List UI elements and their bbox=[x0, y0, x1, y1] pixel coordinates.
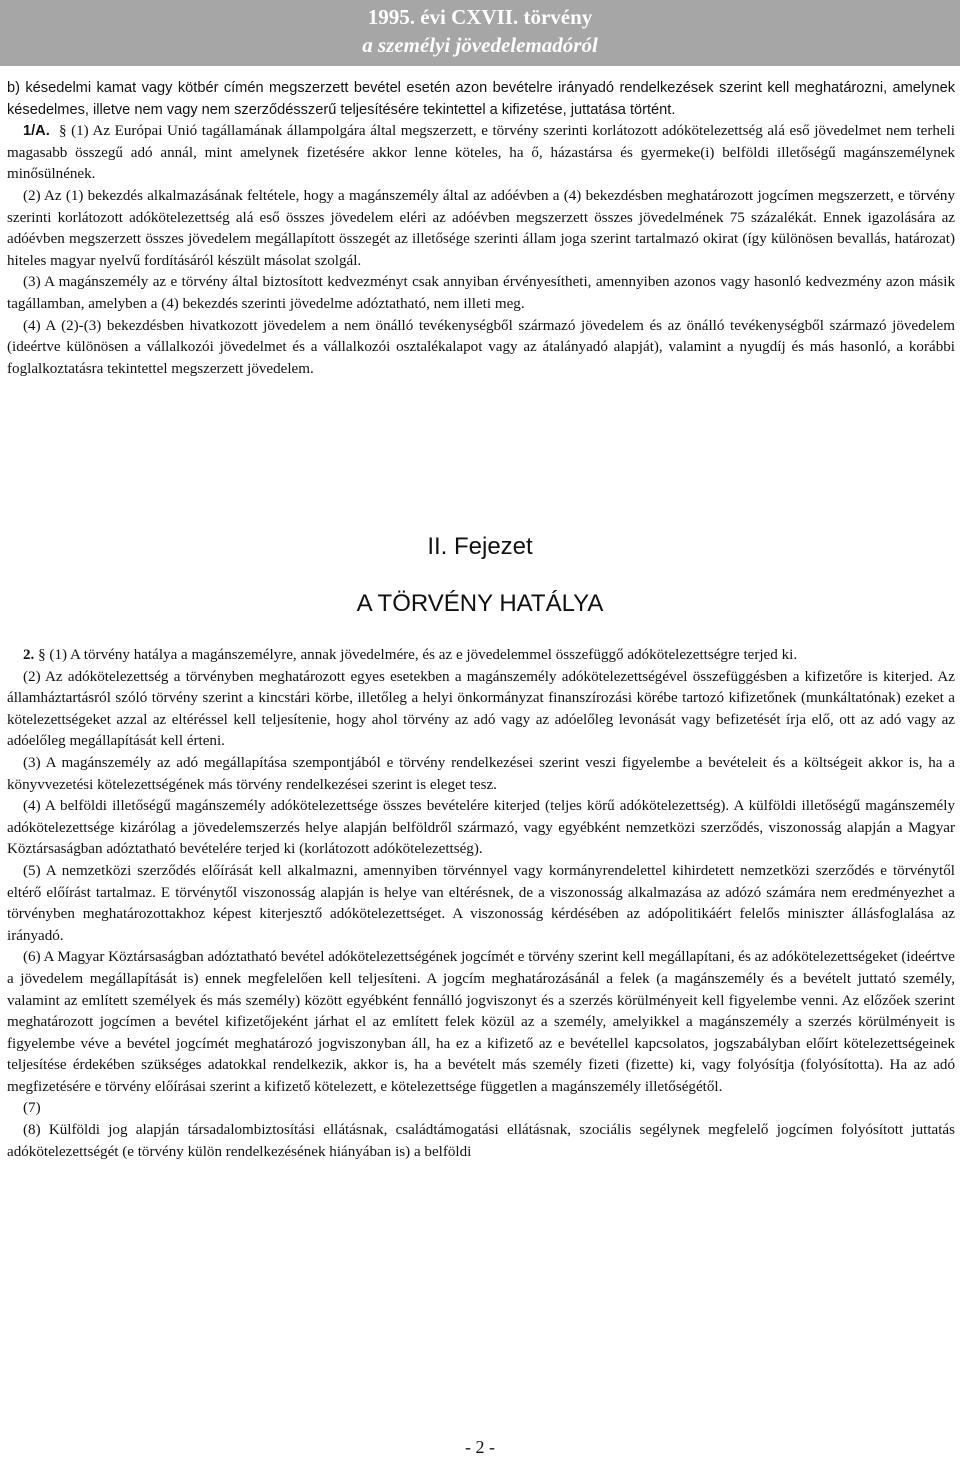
section-1a-paragraph-2: (2) Az (1) bekezdés alkalmazásának feltétele, hogy a magánszemély által az adóévben a (4) bekezdésben meghatározott jogcímen megszerzett, e törvény szerinti korlátozott adókötelezettség alá eső összes jövedelem eléri az adóévben megszerzett összes jövedelmének 75 százalékát. Ennek igazolására az adóévben megszerzett összes jövedelem megállapított összegét az illetősége szerinti állam joga szerint tartalmazó okirat (így különösen bevallás, határozat) hiteles magyar nyelvű fordításáról készült másolat szolgál. bbox=[7, 187, 955, 269]
section-2-paragraph-2: (2) Az adókötelezettség a törvényben meghatározott egyes esetekben a magánszemély adókötelezettségével összefüggésben a kifizetőre is kiterjed. Az államháztartásról szóló törvény szerint a kincstári körbe, illetőleg a helyi önkormányzat finanszírozási körébe tartozó kifizetőnek (munkáltatónak) ezeket a kötelezettségeket azzal az eltéréssel kell teljesítenie, hogy ahol törvény az adó vagy az adóelőleg levonását vagy befizetését írja elő, ott az adó vagy az adóelőleg megállapítását kell érteni. bbox=[7, 668, 955, 750]
section-1a-paragraph-1 bbox=[7, 121, 955, 186]
section-2-paragraph-8: (8) Külföldi jog alapján társadalombiztosítási ellátásnak, családtámogatási ellátásnak, szociális segélynek megfelelő jogcímen folyósított juttatás adókötelezettségét (e törvény külön rendelkezésének hiányában is) a belföldi bbox=[7, 1122, 955, 1160]
section-2-paragraph-7: (7) bbox=[23, 1100, 41, 1117]
section-label-1a: 1/A. bbox=[23, 123, 50, 140]
document-body-part2 bbox=[7, 645, 955, 1163]
document-header bbox=[0, 0, 960, 66]
section-2-paragraph-5: (5) A nemzetközi szerződés előírását kell alkalmazni, amennyiben törvénnyel vagy kormányrendelettel kihirdetett nemzetközi szerződés e törvénytől eltérő előírást tartalmaz. E törvénytől viszonosság alapján is helye van eltérésnek, de a viszonosság alkalmazása az adózó számára nem eredményezhet a törvényben meghatározottakhoz képest kiterjesztő adókötelezettséget. A viszonosság kérdésében az adópolitikáért felelős miniszter állásfoglalása az irányadó. bbox=[7, 862, 955, 944]
section-2-paragraph-4: (4) A belföldi illetőségű magánszemély adókötelezettsége összes bevételére kiterjed (teljes körű adókötelezettség). A külföldi illetőségű magánszemély adókötelezettsége kizárólag a jövedelemszerzés helye alapján belföldről származó, vagy egyébként nemzetközi szerződés, viszonosság alapján a Magyar Köztársaságban adóztatható bevételére terjed ki (korlátozott adókötelezettség). bbox=[7, 798, 955, 858]
chapter-number: II. Fejezet bbox=[427, 533, 533, 560]
section-1a-p1-text: § (1) Az Európai Unió tagállamának állampolgára által megszerzett, e törvény szerinti korlátozott adókötelezettség alá eső jövedelmet nem terheli magasabb összegű adó annál, mint amelynek fizetésére akkor lenne köteles, ha ő, házastársa és gyermeke(i) belföldi illetőségű magánszemélynek minősülnének. bbox=[7, 123, 955, 183]
header-title: 1995. évi CXVII. törvény bbox=[367, 5, 593, 29]
document-body-part1 bbox=[7, 78, 955, 380]
section-2-paragraph-3: (3) A magánszemély az adó megállapítása szempontjából e törvény rendelkezései szerint veszi figyelembe a bevételeit és a költségeit akkor is, ha a könyvvezetési kötelezettségének más törvény rendelkezései szerint is eleget tesz. bbox=[7, 754, 955, 793]
paragraph-b: b) késedelmi kamat vagy kötbér címén megszerzett bevétel esetén azon bevételre irányadó rendelkezések szerint kell meghatározni, amelynek késedelmes, illetve nem vagy nem szerződésszerű teljesítésére tekintettel a kifizetése, juttatása történt. bbox=[7, 80, 955, 118]
section-2-paragraph-6: (6) A Magyar Köztársaságban adóztatható bevétel adókötelezettségének jogcímét e törvény szerint kell megállapítani, és az adókötelezettségeket (ideértve a jövedelem megállapítását is) ennek megfelelően kell teljesíteni. A jogcím meghatározásánál a felek (a magánszemély és a bevételt juttató személy, valamint az említett személyek és más személy) között egyébként fennálló jogviszonyt és a szerzés körülményeit kell figyelembe venni. Az előzőek szerint meghatározott jogcímen a bevétel kifizetőjeként járhat el az említett felek közül az a személy, amelyikkel a magánszemély a szerzés körülményeit is figyelembe véve a bevétel jogcímét meghatározó jogviszonyban áll, ha ez a kifizető az e bevétellel kapcsolatos, jogszabályban előírt kötelezettségeinek teljesítése érdekében szükséges adatokkal rendelkezik, akkor is, ha a bevételt más személy fizeti (fizette) ki, vagy folyósítja (folyósította). Ha az adó megfizetésére e törvény előírásai szerint a kifizető kötelezett, e kötelezettsége független a magánszemély illetőségétől. bbox=[7, 949, 955, 1095]
section-2-p1-text: § (1) A törvény hatálya a magánszemélyre, annak jövedelmére, és az e jövedelemmel összefüggő adókötelezettségre terjed ki. bbox=[38, 647, 798, 663]
section-1a-paragraph-3: (3) A magánszemély az e törvény által biztosított kedvezményt csak annyiban érvényesítheti, amennyiben azonos vagy hasonló kedvezmény azon másik tagállamban, amelyben a (4) bekezdés szerinti jövedelme adóztatható, nem illeti meg. bbox=[7, 274, 955, 312]
section-label-2: 2. bbox=[23, 647, 35, 663]
chapter-title: A TÖRVÉNY HATÁLYA bbox=[356, 590, 604, 617]
page-number: - 2 - bbox=[465, 1437, 495, 1457]
section-1a-paragraph-4: (4) A (2)-(3) bekezdésben hivatkozott jövedelem a nem önálló tevékenységből származó jövedelem és az önálló tevékenységből származó jövedelem (ideértve különösen a vállalkozói jövedelmet és a vállalkozói osztalékalapot vagy az átalányadó alapját), valamint a nyugdíj és más hasonló, a korábbi foglalkoztatásra tekintettel megszerzett jövedelem. bbox=[7, 317, 955, 377]
section-2-paragraph-1 bbox=[7, 645, 955, 667]
header-subtitle: a személyi jövedelemadóról bbox=[362, 33, 598, 57]
